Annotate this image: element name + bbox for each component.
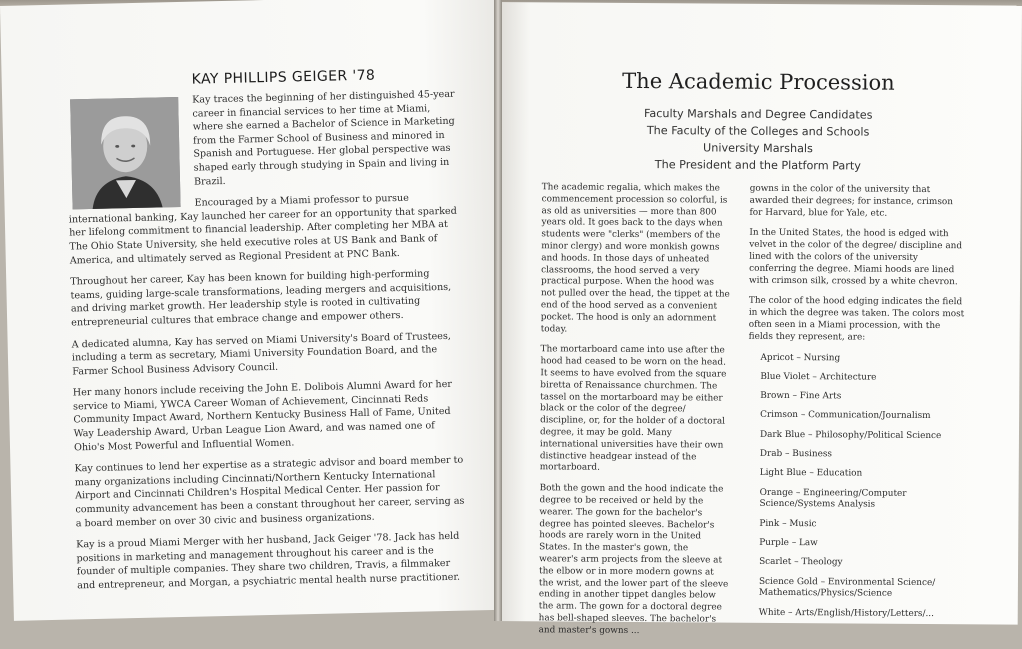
bio-paragraph: Her many honors include receiving the John E. Dolibois Alumni Award for her service to Miami, YWCA Career Woman of Achievement, Cincinnati Reds Community Impact Award, Northern Kentucky Business Hall of Fame, United Way Leadership Award, Urban League Lion Award, and was named one of Ohio's Most Powerful and Influential Women. <box>72 379 453 454</box>
regalia-paragraph: In the United States, the hood is edged with velvet in the color of the degree/ discipline and lined with the colors of the university conferring the degree. Miami hoods are lined with crimson silk, crossed by a white chevron. <box>749 228 963 287</box>
regalia-paragraph: gowns in the color of the university that awarded their degrees; for instance, crimson for Harvard, blue for Yale, etc. <box>749 183 953 219</box>
left-page <box>0 0 511 621</box>
hood-color-item: Pink – Music <box>759 518 817 529</box>
order-line: The Faculty of the Colleges and Schools <box>646 124 870 139</box>
hood-color-item: Drab – Business <box>759 448 833 460</box>
right-page <box>495 2 1022 636</box>
hood-color-item: Scarlet – Theology <box>759 557 843 568</box>
hood-color-item: Dark Blue – Philosophy/Political Science <box>759 429 942 441</box>
regalia-column-right <box>747 184 966 629</box>
bio-text <box>66 88 467 601</box>
bio-paragraph: Kay is a proud Miami Merger with her husband, Jack Geiger '78. Jack has held positions in marketing and management throughout his career and is the founder of multiple companies. They share two children, Travis, a filmmaker and entrepreneur, and Morgan, a psychiatric mental health nurse practitioner. <box>76 530 461 592</box>
order-line: University Marshals <box>703 141 813 156</box>
hood-color-item: White – Arts/English/History/Letters/... <box>758 607 935 619</box>
procession-title: The Academic Procession <box>622 68 895 95</box>
bio-paragraph: Kay traces the beginning of her distinguished 45-year career in financial services to her time at Miami, where she earned a Bachelor of Science in Marketing from the Farmer School of Business and minored in Spanish and Portuguese. Her global perspective was shaped early through studying in Spain and living in Brazil. <box>192 88 455 188</box>
regalia-paragraph: The academic regalia, which makes the commencement procession so colorful, is as old as universities — more than 800 years old. It goes back to the days when students were "clerks" (members of the minor clergy) and wore monkish gowns and hoods. In those days of unheated classrooms, the hood served a very practical purpose. When the hood was not pulled over the head, the tippet at the end of the hood served as a convenient pocket. The hood is only an adornment today. <box>540 182 730 335</box>
procession-order <box>498 104 1018 176</box>
book-gutter <box>494 0 502 621</box>
hood-color-item: Blue Violet – Architecture <box>760 371 877 383</box>
regalia-column-left <box>539 182 732 647</box>
hood-color-item: Orange – Engineering/Computer Science/Systems Analysis <box>759 487 907 511</box>
hood-color-item: Science Gold – Environmental Science/ Mathematics/Physics/Science <box>758 576 936 600</box>
hood-color-item: Purple – Law <box>759 537 818 549</box>
bio-paragraph: Encouraged by a Miami professor to pursue international banking, Kay launched her career for an opportunity that sparked her lifelong commitment to financial leadership. After completing her MBA at The Ohio State University, she held executive roles at US Bank and Bank of America, and ultimately served as Regional President at PNC Bank. <box>68 192 457 267</box>
hood-color-item: Brown – Fine Arts <box>760 390 842 402</box>
order-line: Faculty Marshals and Degree Candidates <box>643 107 873 122</box>
regalia-paragraph: The mortarboard came into use after the hood had ceased to be worn on the head. It seems to have evolved from the square biretta of Renaissance churchmen. The tassel on the mortarboard may be either black or the color of the degree/ discipline, or, for the holder of a doctoral degree, it may be gold. Many international universities have their own distinctive headgear instead of the mortarboard. <box>539 344 727 474</box>
hood-color-item: Light Blue – Education <box>759 468 863 479</box>
bio-paragraph: Throughout her career, Kay has been known for building high-performing teams, guiding large-scale transformations, leading mergers and acquisitions, and driving market growth. Her leadership style is rooted in cultivating entrepreneurial cultures that embrace change and empower others. <box>70 268 452 329</box>
bio-title: KAY PHILLIPS GEIGER '78 <box>191 67 376 88</box>
hood-color-list <box>747 352 965 620</box>
regalia-paragraph: Both the gown and the hood indicate the degree to be received or held by the wearer. The gown for the bachelor's degree has pointed sleeves. Bachelor's hoods are rarely worn in the United States. In the master's gown, the wearer's arm projects from the sleeve at the elbow or in more modern gowns at the wrist, and the lower part of the sleeve ending in another tippet dangles below the arm. The gown for a doctoral degree has bell-shaped sleeves. The bachelor's and master's gowns ... <box>538 483 729 636</box>
order-line: The President and the Platform Party <box>654 158 861 173</box>
hood-color-item: Crimson – Communication/Journalism <box>760 410 931 422</box>
hood-color-item: Apricot – Nursing <box>760 352 841 363</box>
regalia-paragraph: The color of the hood edging indicates the field in which the degree was taken. The colors most often seen in a Miami procession, with the fields they represent, are: <box>748 296 965 343</box>
bio-paragraph: Kay continues to lend her expertise as a strategic advisor and board member to many organizations including Cincinnati/Northern Kentucky International Airport and Cincinnati Children's Hospital Medical Center. Her passion for community advancement has been a constant throughout her career, serving as a board member on over 30 civic and business organizations. <box>74 454 465 530</box>
bio-paragraph: A dedicated alumna, Kay has served on Miami University's Board of Trustees, including a term as secretary, Miami University Foundation Board, and the Farmer School Business Advisory Council. <box>71 330 452 378</box>
